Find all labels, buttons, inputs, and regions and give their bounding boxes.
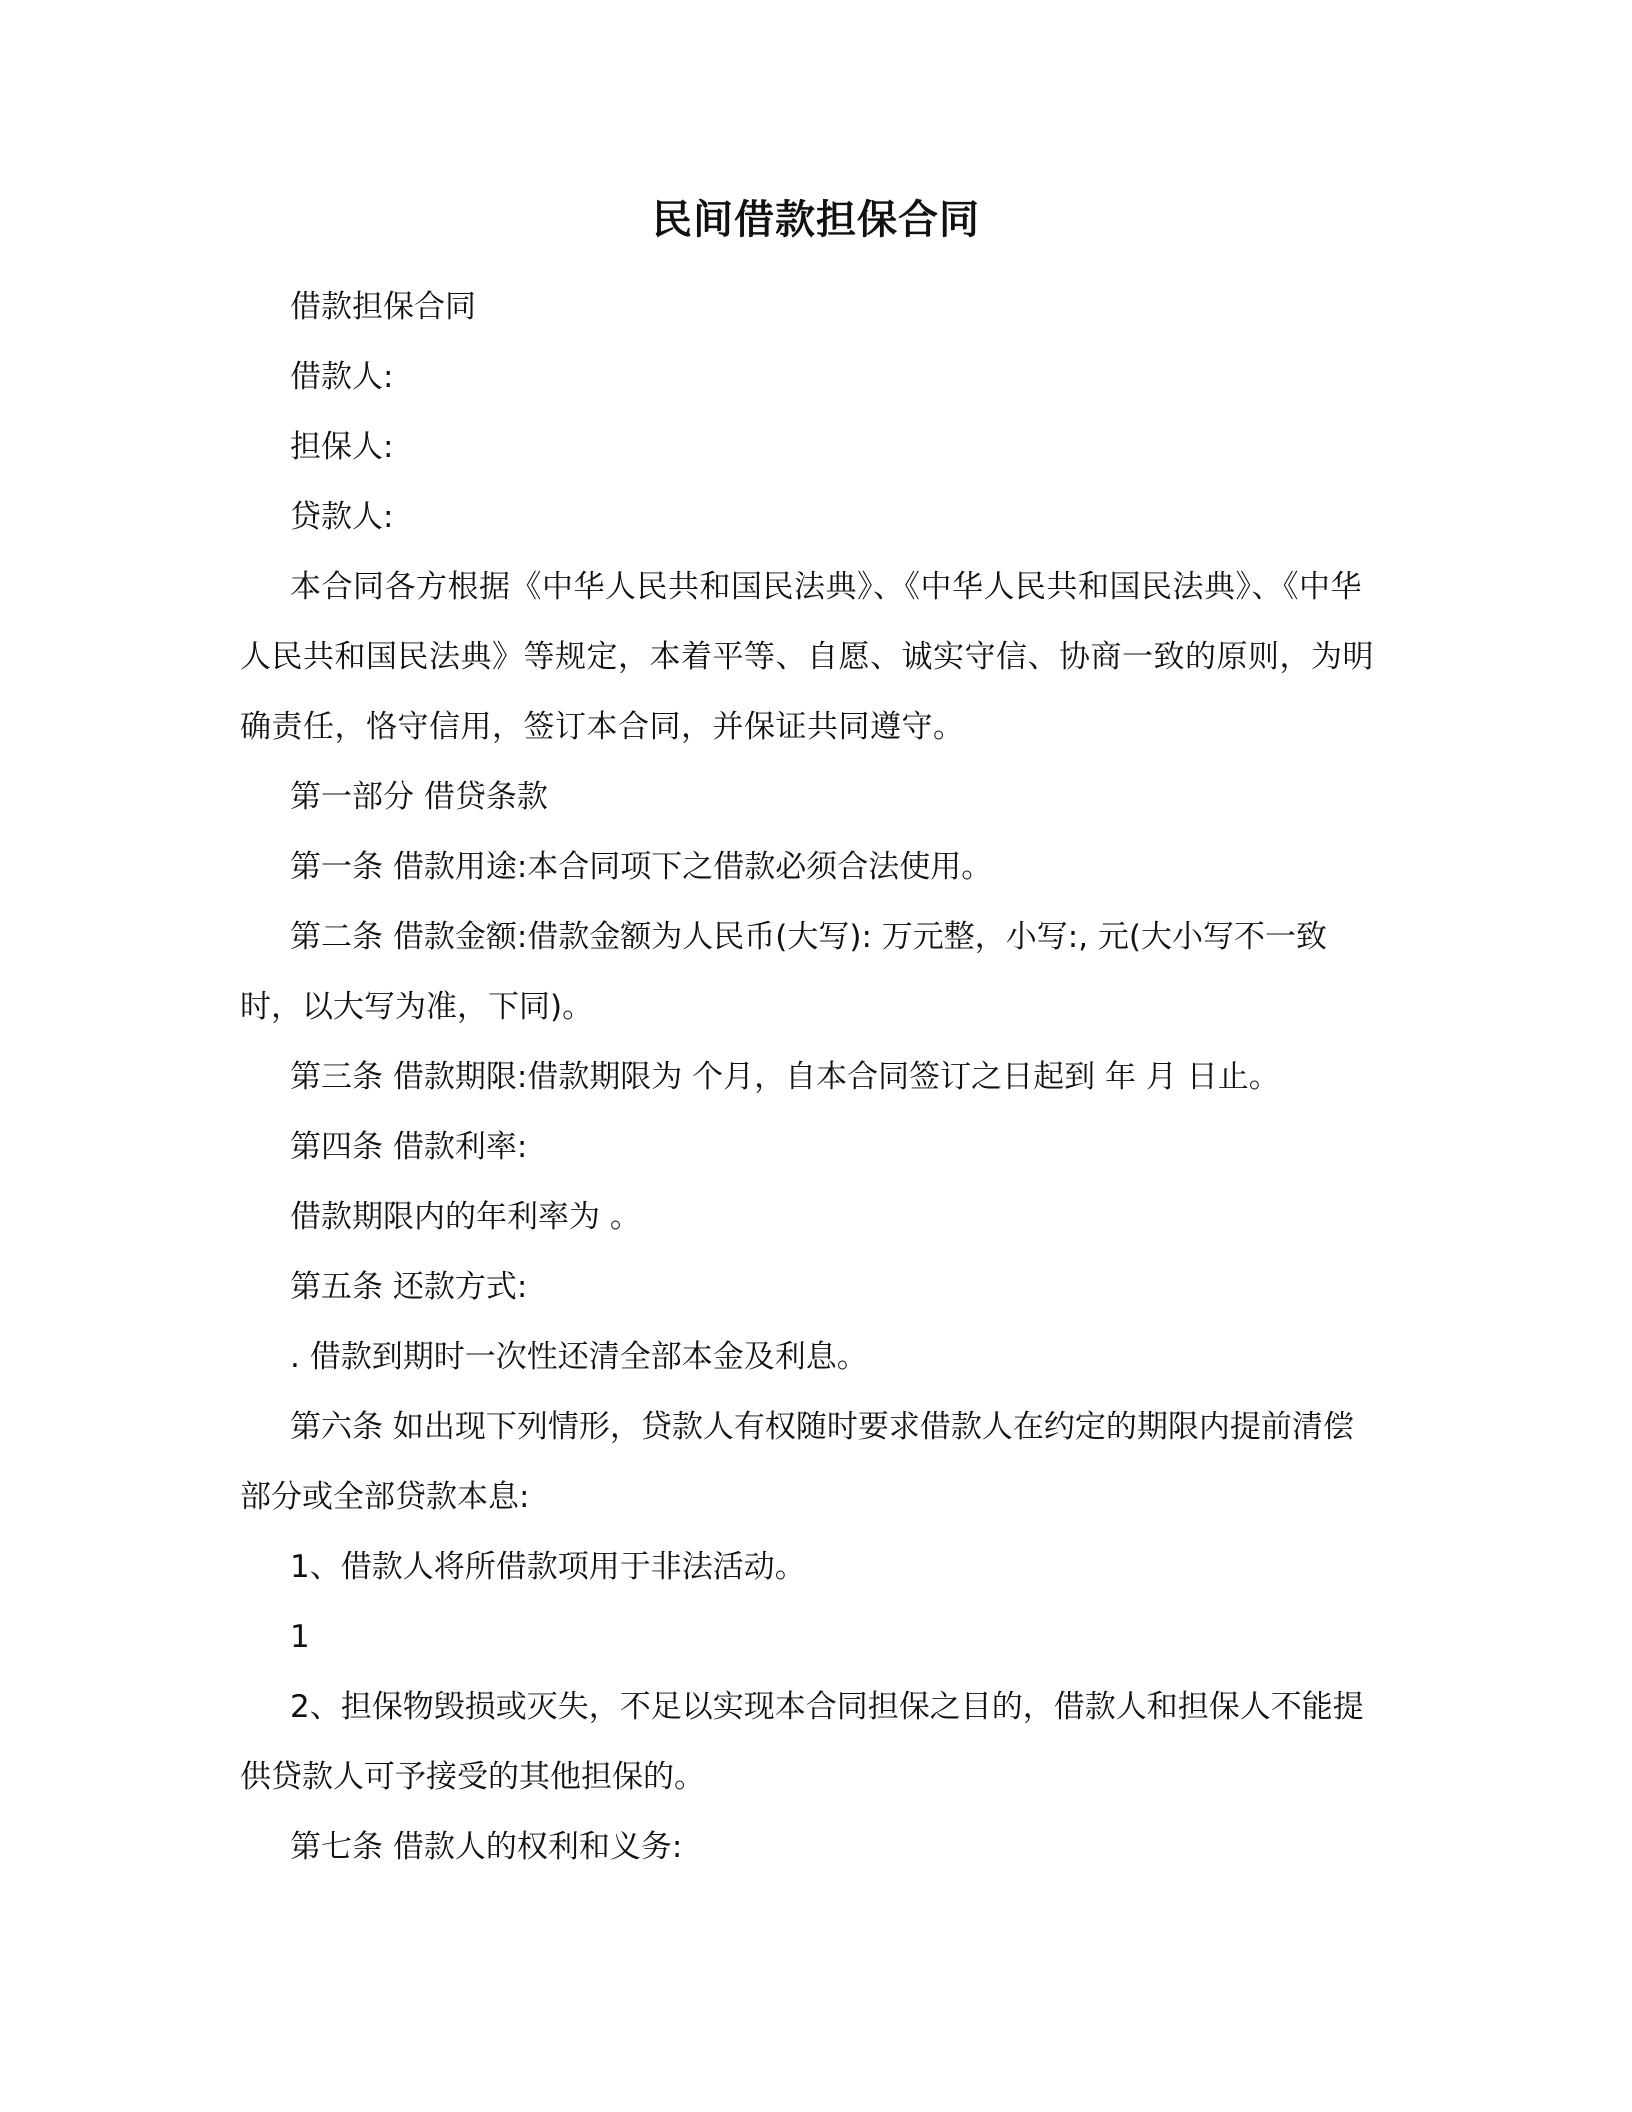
paragraph-article-6: 第六条 如出现下列情形，贷款人有权随时要求借款人在约定的期限内提前清偿部分或全部贷款本息:	[240, 1409, 1354, 1515]
paragraph-article-3: 第三条 借款期限:借款期限为 个月，自本合同签订之日起到 年 月 日止。	[290, 1059, 1280, 1095]
page-number: 1	[290, 1619, 310, 1655]
document-body	[240, 272, 1380, 1882]
document-title: 民间借款担保合同	[652, 197, 980, 243]
paragraph-article-7: 第七条 借款人的权利和义务:	[290, 1829, 683, 1865]
paragraph-borrower: 借款人:	[290, 359, 394, 395]
paragraph-item-2: 2、担保物毁损或灭失，不足以实现本合同担保之目的，借款人和担保人不能提供贷款人可予接受的其他担保的。	[240, 1689, 1364, 1795]
paragraph-article-4: 第四条 借款利率:	[290, 1129, 528, 1165]
paragraph-subtitle: 借款担保合同	[290, 289, 476, 325]
paragraph-lender: 贷款人:	[290, 499, 394, 535]
paragraph-article-5: 第五条 还款方式:	[290, 1269, 528, 1305]
paragraph-preamble: 本合同各方根据《中华人民共和国民法典》、《中华人民共和国民法典》、《中华人民共和国民法典》等规定，本着平等、自愿、诚实守信、协商一致的原则，为明确责任，恪守信用，签订本合同，并保证共同遵守。	[240, 569, 1374, 745]
paragraph-item-1: 1、借款人将所借款项用于非法活动。	[290, 1549, 806, 1585]
paragraph-repayment: . 借款到期时一次性还清全部本金及利息。	[290, 1339, 868, 1375]
paragraph-interest-rate: 借款期限内的年利率为 。	[290, 1199, 641, 1235]
paragraph-article-1: 第一条 借款用途:本合同项下之借款必须合法使用。	[290, 849, 993, 885]
paragraph-part-one-heading: 第一部分 借贷条款	[290, 779, 548, 815]
paragraph-article-2: 第二条 借款金额:借款金额为人民币(大写): 万元整，小写:, 元(大小写不一致时，以大写为准，下同)。	[240, 919, 1328, 1025]
paragraph-guarantor: 担保人:	[290, 429, 394, 465]
